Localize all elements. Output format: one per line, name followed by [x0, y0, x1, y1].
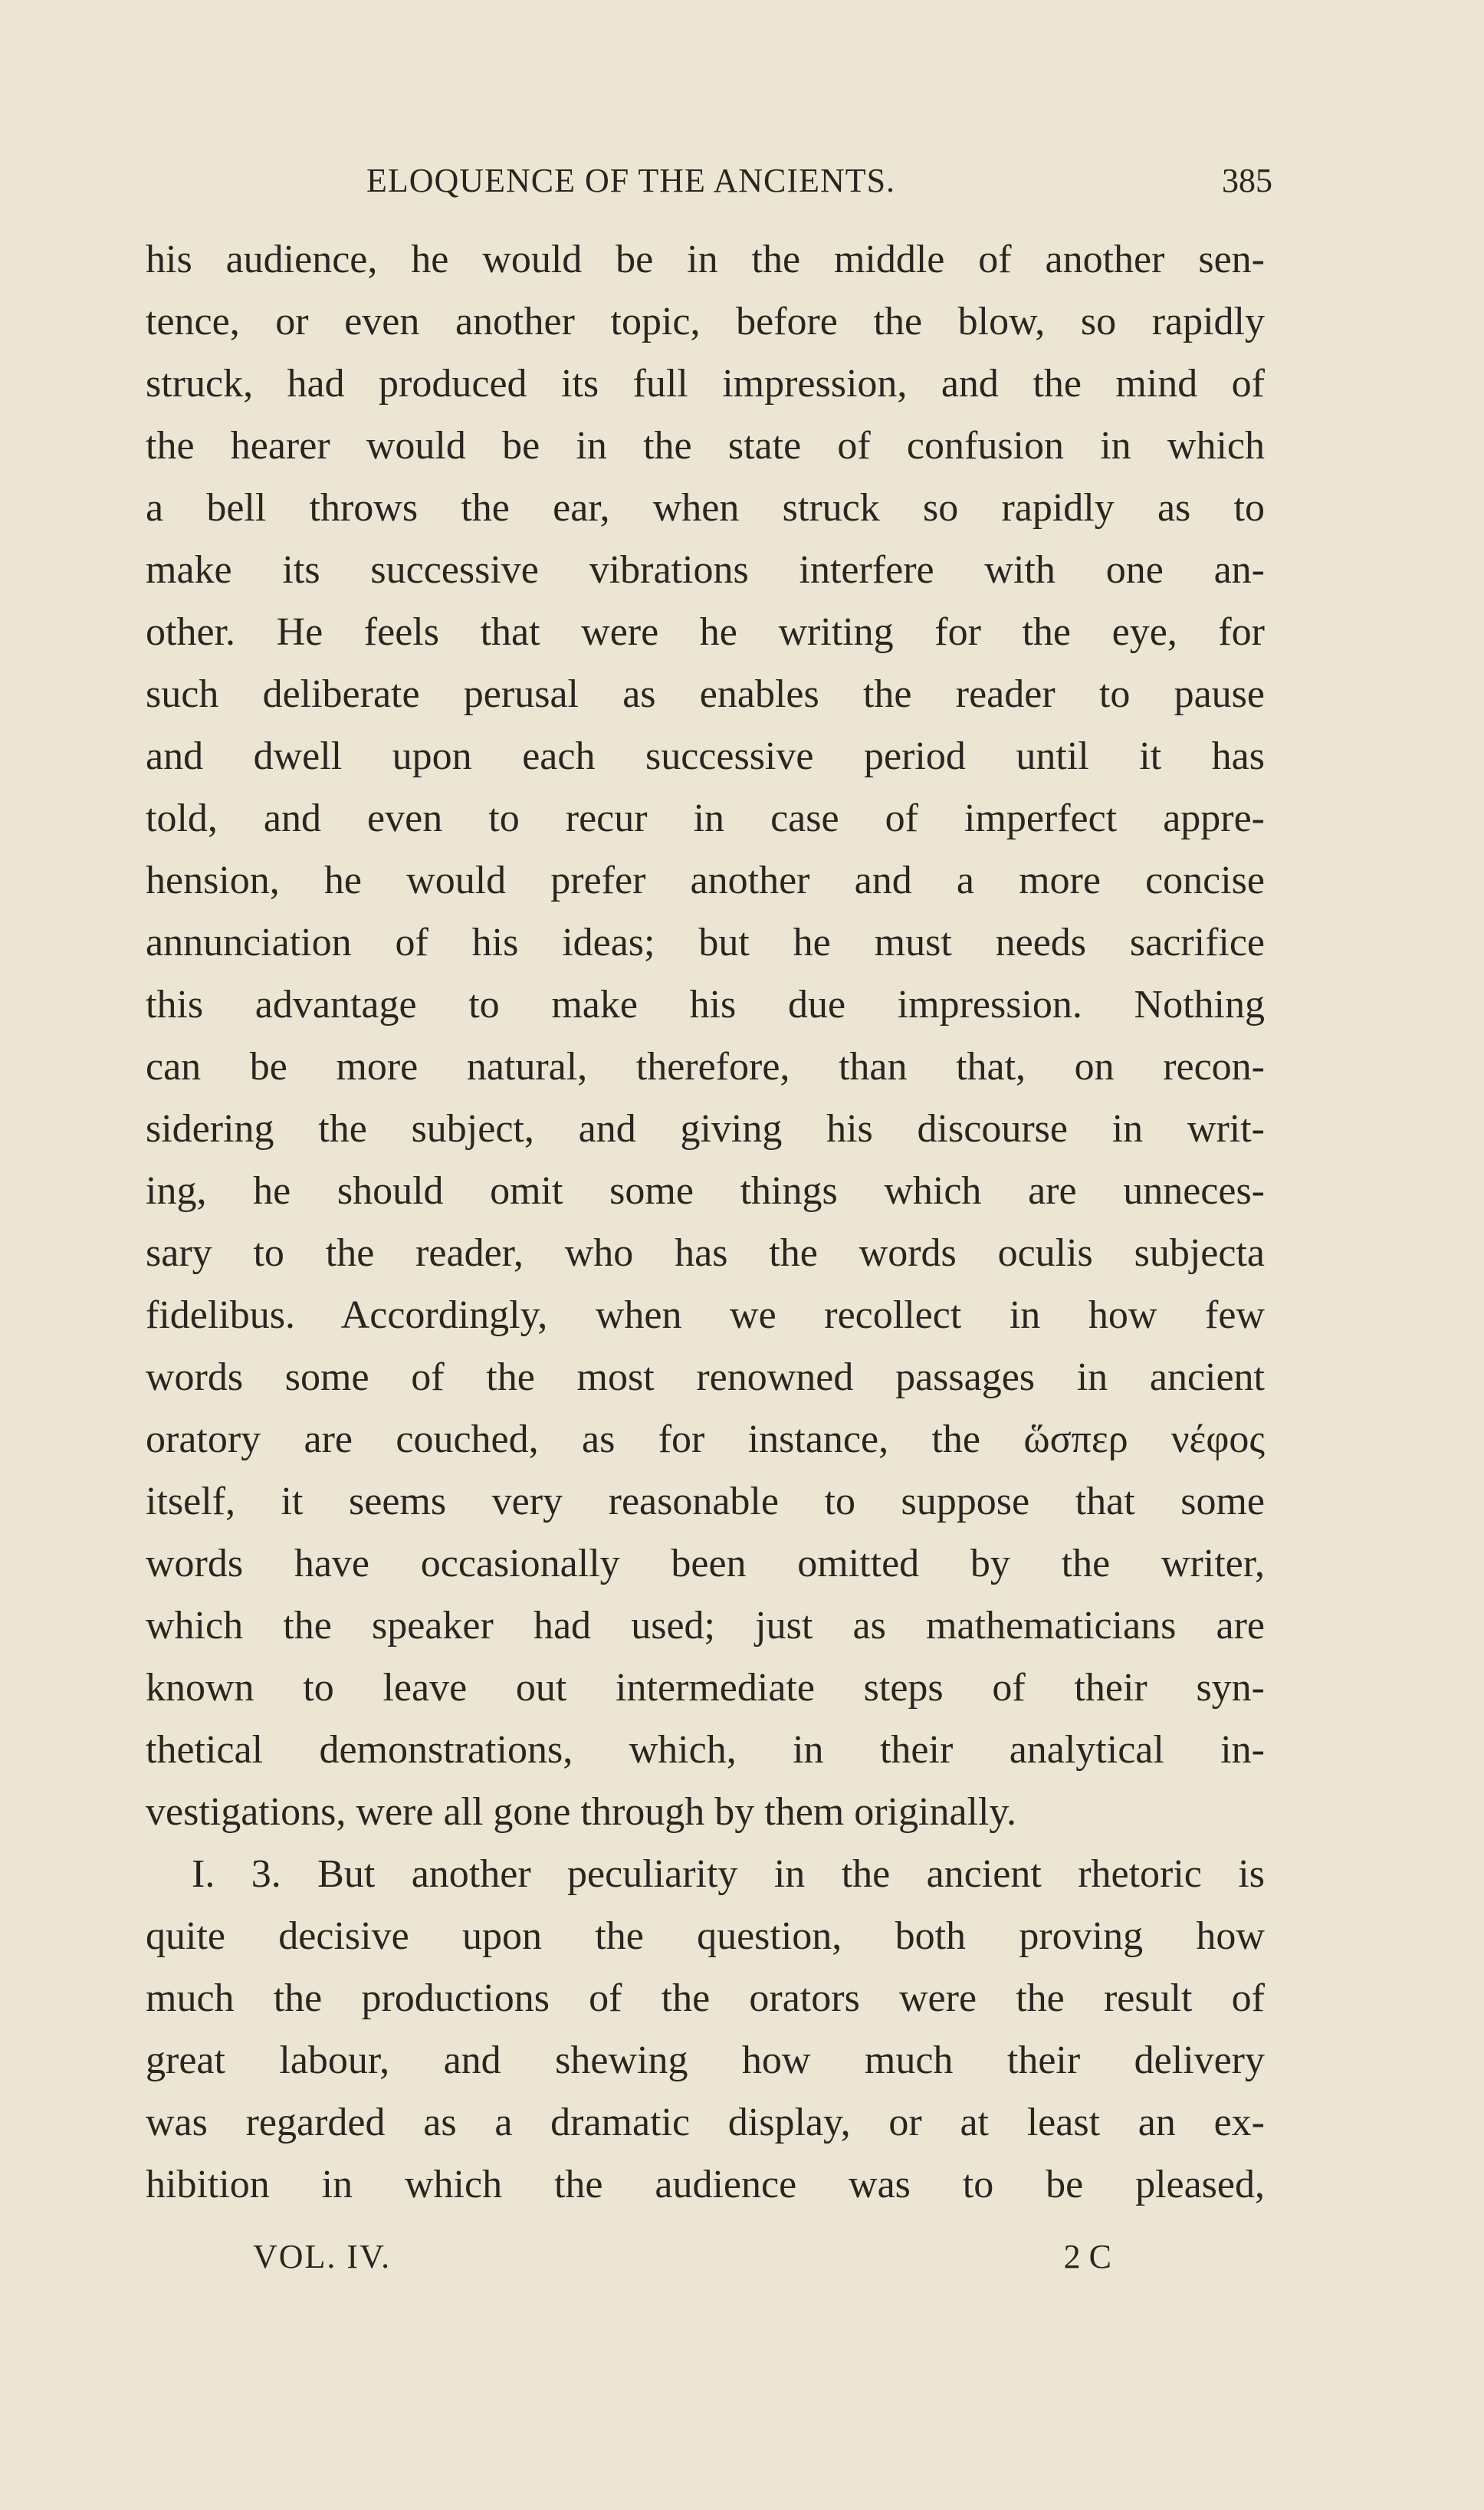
text-line: a bell throws the ear, when struck so rapidly as to	[146, 486, 1265, 530]
text-line: thetical demonstrations, which, in their analytical in-	[146, 1728, 1265, 1772]
text-line: told, and even to recur in case of imperfect appre-	[146, 797, 1265, 840]
page-footer	[253, 2237, 1111, 2283]
text-line: make its successive vibrations interfere with one an-	[146, 548, 1265, 592]
page-header	[366, 161, 1272, 215]
text-line: hension, he would prefer another and a more concise	[146, 859, 1265, 902]
text-line: much the productions of the orators were the result of	[146, 1976, 1265, 2020]
text-line: can be more natural, therefore, than that, on recon-	[146, 1045, 1265, 1089]
signature-mark: 2 C	[1063, 2238, 1111, 2275]
text-line: oratory are couched, as for instance, the ὥσπερ νέφος	[146, 1418, 1265, 1461]
text-line: ing, he should omit some things which are unneces-	[146, 1169, 1265, 1213]
text-line: sary to the reader, who has the words oculis subjecta	[146, 1231, 1265, 1275]
text-line: fidelibus. Accordingly, when we recollect in how few	[146, 1293, 1265, 1337]
text-line: sidering the subject, and giving his discourse in writ-	[146, 1107, 1265, 1151]
text-line: annunciation of his ideas; but he must needs sacrifice	[146, 921, 1265, 964]
text-line: which the speaker had used; just as mathematicians are	[146, 1604, 1265, 1648]
text-line: words some of the most renowned passages in ancient	[146, 1355, 1265, 1399]
text-line: great labour, and shewing how much their delivery	[146, 2039, 1265, 2082]
text-line: itself, it seems very reasonable to suppose that some	[146, 1480, 1265, 1523]
text-line: his audience, he would be in the middle of another sen-	[146, 238, 1265, 281]
text-line: struck, had produced its full impression, and the mind of	[146, 362, 1265, 406]
text-line: was regarded as a dramatic display, or at least an ex-	[146, 2101, 1265, 2144]
text-line: and dwell upon each successive period until it has	[146, 734, 1265, 778]
volume-label: VOL. IV.	[253, 2238, 392, 2275]
text-line: vestigations, were all gone through by them originally.	[146, 1790, 1017, 1834]
body-text	[146, 228, 1265, 2216]
page-number: 385	[1222, 162, 1272, 199]
text-line: such deliberate perusal as enables the reader to pause	[146, 672, 1265, 716]
text-line: hibition in which the audience was to be pleased,	[146, 2163, 1265, 2206]
text-line: other. He feels that were he writing for the eye, for	[146, 610, 1265, 654]
text-line: this advantage to make his due impression. Nothing	[146, 983, 1265, 1027]
text-line: the hearer would be in the state of confusion in which	[146, 424, 1265, 468]
text-line: tence, or even another topic, before the blow, so rapidly	[146, 300, 1265, 343]
running-title: ELOQUENCE OF THE ANCIENTS.	[366, 162, 896, 199]
text-line: words have occasionally been omitted by the writer,	[146, 1542, 1265, 1585]
text-line: known to leave out intermediate steps of their syn-	[146, 1666, 1265, 1710]
paragraph-start-line: I. 3. But another peculiarity in the ancient rhetoric is	[192, 1852, 1265, 1896]
text-line: quite decisive upon the question, both proving how	[146, 1914, 1265, 1958]
